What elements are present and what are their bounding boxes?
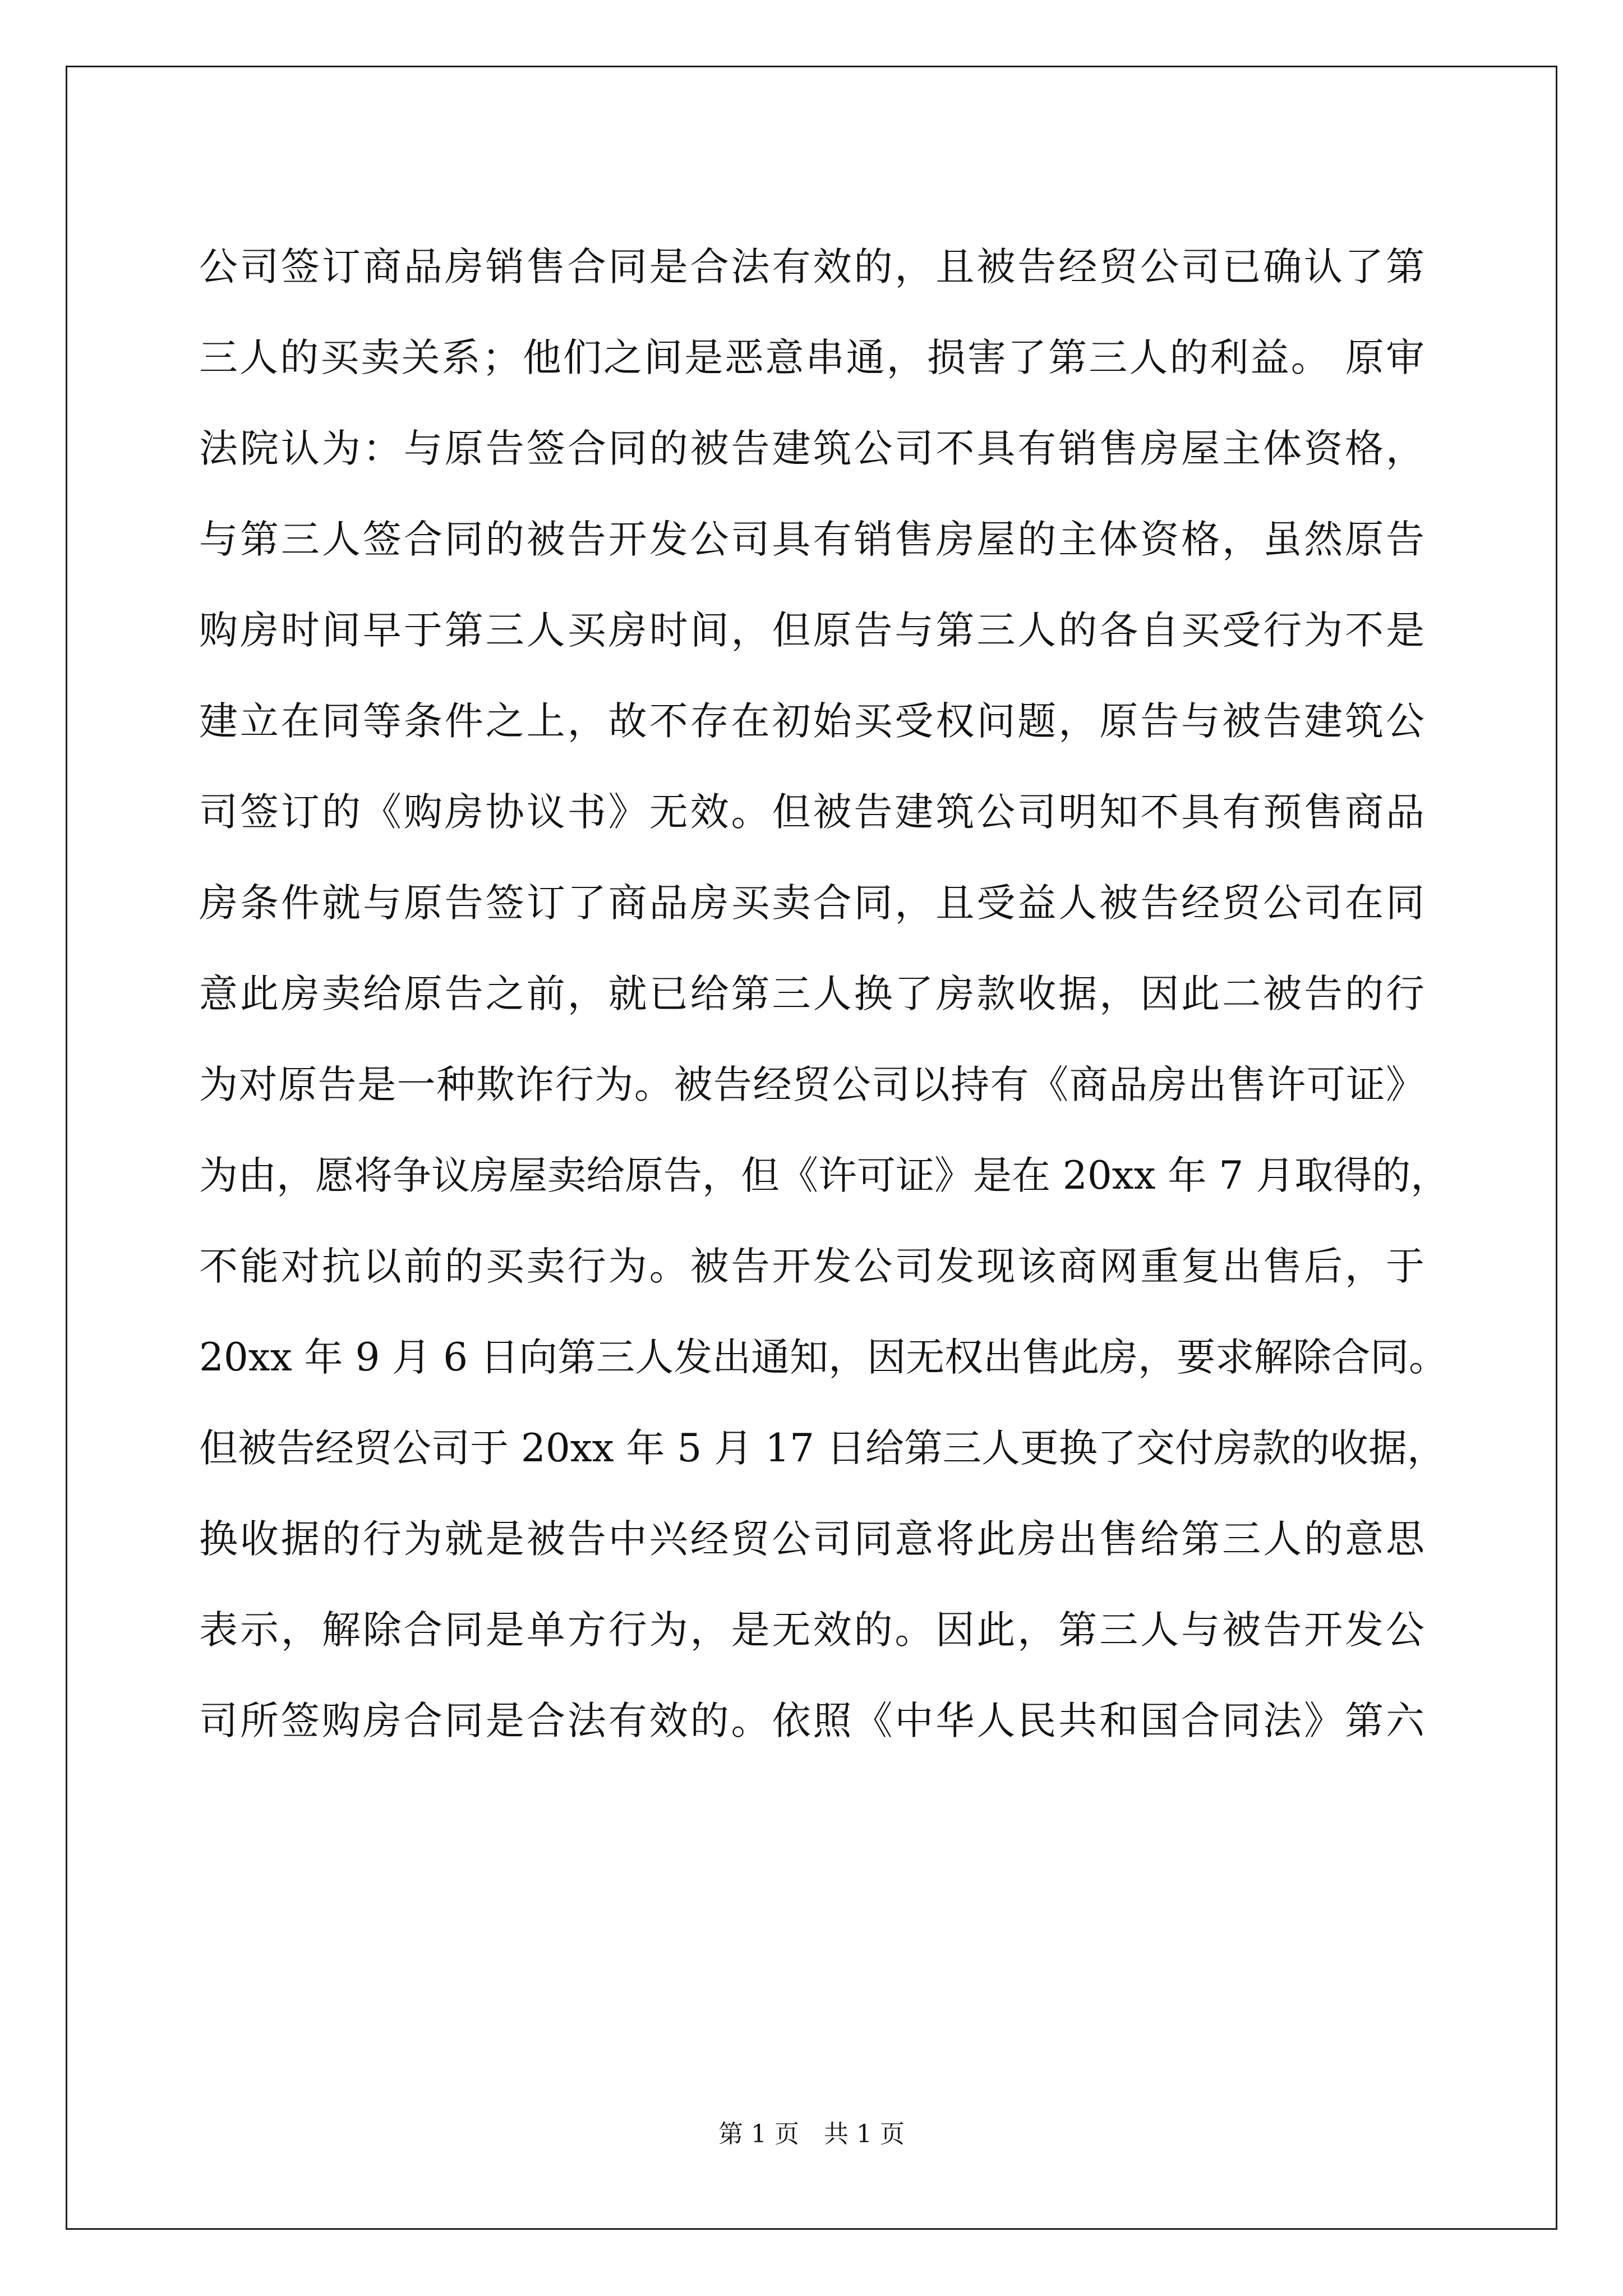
page-number-current: 第 1 页 (718, 2120, 799, 2148)
page-footer (0, 2118, 1623, 2151)
text-line-10: 为对原告是一种欺诈行为。被告经贸公司以持有《商品房出售许可证》 (199, 1062, 1424, 1107)
page-number-total: 共 1 页 (824, 2120, 905, 2148)
text-line-8: 房条件就与原告签订了商品房买卖合同，且受益人被告经贸公司在同 (199, 881, 1424, 926)
text-line-5: 购房时间早于第三人买房时间，但原告与第三人的各自买受行为不是 (199, 608, 1424, 653)
text-line-17: 司所签购房合同是合法有效的。依照《中华人民共和国合同法》第六 (199, 1699, 1424, 1743)
text-line-3: 法院认为：与原告签合同的被告建筑公司不具有销售房屋主体资格， (199, 426, 1424, 471)
text-line-4: 与第三人签合同的被告开发公司具有销售房屋的主体资格，虽然原告 (199, 517, 1424, 562)
text-line-6: 建立在同等条件之上，故不存在初始买受权问题，原告与被告建筑公 (199, 699, 1424, 744)
text-line-11: 为由，愿将争议房屋卖给原告，但《许可证》是在 20xx 年 7 月取得的， (199, 1153, 1450, 1198)
text-line-16: 表示，解除合同是单方行为，是无效的。因此，第三人与被告开发公 (199, 1608, 1424, 1653)
text-line-7: 司签订的《购房协议书》无效。但被告建筑公司明知不具有预售商品 (199, 790, 1424, 835)
text-line-12: 不能对抗以前的买卖行为。被告开发公司发现该商网重复出售后，于 (199, 1244, 1424, 1289)
text-line-13: 20xx 年 9 月 6 日向第三人发出通知，因无权出售此房，要求解除合同。 (199, 1335, 1448, 1380)
text-line-9: 意此房卖给原告之前，就已给第三人换了房款收据，因此二被告的行 (199, 972, 1424, 1016)
text-line-2: 三人的买卖关系；他们之间是恶意串通，损害了第三人的利益。 原审 (199, 335, 1424, 380)
document-body (199, 222, 1450, 1766)
text-line-1: 公司签订商品房销售合同是合法有效的，且被告经贸公司已确认了第 (199, 245, 1424, 289)
text-line-15: 换收据的行为就是被告中兴经贸公司同意将此房出售给第三人的意思 (199, 1517, 1424, 1562)
text-line-14: 但被告经贸公司于 20xx 年 5 月 17 日给第三人更换了交付房款的收据， (199, 1426, 1446, 1471)
